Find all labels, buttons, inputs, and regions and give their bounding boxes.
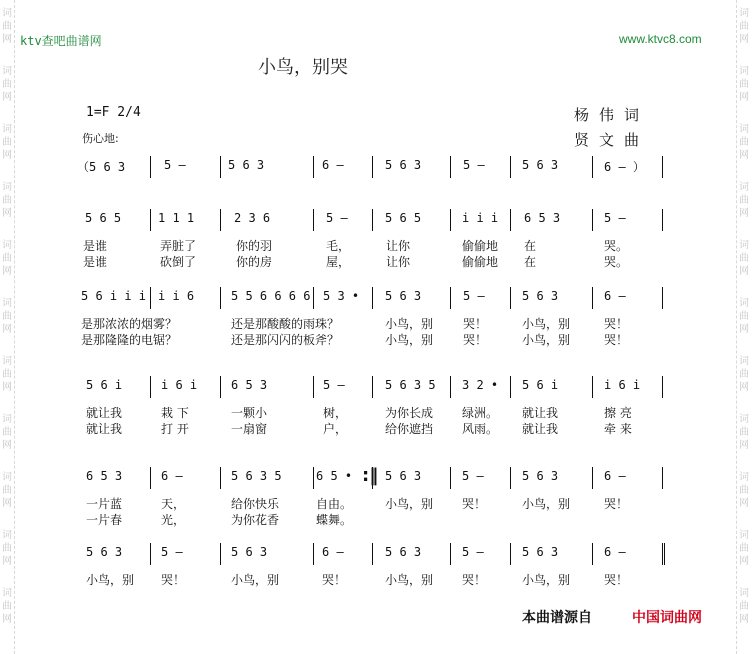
lyric-verse-1: 让你 <box>386 239 411 253</box>
note-group: 5 – <box>164 158 186 172</box>
bar-line <box>220 467 221 489</box>
lyric-verse-2: 哭。 <box>604 255 629 269</box>
bar-line <box>510 156 511 178</box>
lyric-verse-1: 哭。 <box>604 239 629 253</box>
bar-line <box>313 376 314 398</box>
margin-watermark-char: 曲 <box>739 543 749 554</box>
bar-line <box>592 467 593 489</box>
lyric-verse-1: 偷偷地 <box>462 239 499 253</box>
lyric-verse-1: 树， <box>323 406 348 420</box>
margin-watermark-char: 曲 <box>2 369 12 380</box>
lyric-verse-1: 自由。 <box>316 497 353 511</box>
lyric-verse-2: 一扇窗 <box>231 422 268 436</box>
lyric-verse-2: 在 <box>524 255 537 269</box>
bar-line <box>450 209 451 231</box>
lyric-verse-1: 天， <box>161 497 186 511</box>
margin-watermark-char: 词 <box>739 182 749 193</box>
note-group: 3 2 • <box>462 378 499 392</box>
note-group: 5 – <box>323 378 345 392</box>
margin-watermark-char: 曲 <box>2 137 12 148</box>
lyric-verse-1: 毛， <box>326 239 351 253</box>
note-group: 6 – <box>322 545 344 559</box>
margin-watermark-char: 曲 <box>739 485 749 496</box>
note-group: 5 6 3 <box>522 545 559 559</box>
lyric-verse-1: 一片蓝 <box>86 497 123 511</box>
site-url-right[interactable]: www.ktvc8.com <box>619 32 702 46</box>
bar-line <box>220 376 221 398</box>
lyric-verse-1: 小鸟，别 <box>385 573 434 587</box>
margin-watermark-char: 网 <box>2 266 12 277</box>
bar-line <box>372 209 373 231</box>
source-label: 本曲谱源自 <box>522 610 592 626</box>
lyric-verse-1: 就让我 <box>522 406 559 420</box>
bar-line <box>592 287 593 309</box>
margin-watermark-char: 网 <box>739 556 749 567</box>
bar-line <box>313 543 314 565</box>
lyric-verse-1: 小鸟，别 <box>385 497 434 511</box>
bar-line <box>372 287 373 309</box>
lyric-verse-1: 小鸟，别 <box>385 317 434 331</box>
note-group: 6 5 3 <box>231 378 268 392</box>
lyric-verse-1: 哭！ <box>161 573 186 587</box>
bar-line <box>450 287 451 309</box>
lyric-verse-1: 你的羽 <box>236 239 273 253</box>
lyric-verse-2: 你的房 <box>236 255 273 269</box>
margin-watermark-char: 曲 <box>739 21 749 32</box>
lyric-verse-1: 弄脏了 <box>160 239 197 253</box>
lyric-verse-2: 小鸟，别 <box>522 333 571 347</box>
note-group: 5 3 • <box>323 289 360 303</box>
margin-watermark-char: 词 <box>739 298 749 309</box>
note-group: 5 – <box>326 211 348 225</box>
margin-watermark-char: 词 <box>2 298 12 309</box>
bar-line <box>510 543 511 565</box>
note-group: 6 5 • <box>316 469 353 483</box>
bar-line <box>662 467 663 489</box>
note-group: 6 – <box>161 469 183 483</box>
lyric-verse-2: 是那隆隆的电锯？ <box>81 333 178 347</box>
margin-watermark-char: 词 <box>2 124 12 135</box>
note-group: 5 – <box>161 545 183 559</box>
note-group: 6 – <box>322 158 344 172</box>
margin-watermark-char: 词 <box>739 240 749 251</box>
margin-watermark-char: 网 <box>739 440 749 451</box>
margin-watermark-char: 词 <box>739 588 749 599</box>
margin-watermark-char: 曲 <box>739 253 749 264</box>
lyric-verse-1: 一颗小 <box>231 406 268 420</box>
margin-watermark-char: 词 <box>739 66 749 77</box>
lyric-verse-1: 小鸟，别 <box>522 573 571 587</box>
lyric-verse-2: 哭！ <box>604 333 629 347</box>
margin-watermark-char: 词 <box>2 472 12 483</box>
bar-line <box>313 156 314 178</box>
note-group: 5 6 3 <box>228 158 265 172</box>
margin-watermark-char: 网 <box>739 324 749 335</box>
bar-line <box>150 287 151 309</box>
bar-line <box>662 376 663 398</box>
note-group: 5 – <box>604 211 626 225</box>
right-margin <box>736 0 751 654</box>
lyric-verse-2: 为你花香 <box>231 513 280 527</box>
margin-watermark-char: 词 <box>739 472 749 483</box>
margin-watermark-char: 网 <box>2 92 12 103</box>
margin-watermark-char: 曲 <box>739 311 749 322</box>
bar-line <box>313 287 314 309</box>
note-group: 5 – <box>462 545 484 559</box>
bar-line <box>662 156 663 178</box>
bar-line <box>220 209 221 231</box>
margin-watermark-char: 曲 <box>2 543 12 554</box>
lyric-verse-1: 在 <box>524 239 537 253</box>
margin-watermark-char: 曲 <box>739 79 749 90</box>
bar-line <box>150 467 151 489</box>
margin-watermark-char: 曲 <box>2 311 12 322</box>
lyric-verse-2: 就让我 <box>86 422 123 436</box>
note-group: 5 6 i <box>86 378 123 392</box>
note-group: 6 5 3 <box>524 211 561 225</box>
margin-watermark-char: 曲 <box>739 195 749 206</box>
lyric-verse-2: 一片春 <box>86 513 123 527</box>
note-group: 5 6 3 <box>385 469 422 483</box>
note-group: 2 3 6 <box>234 211 271 225</box>
note-group: 5 6 3 <box>385 289 422 303</box>
margin-watermark-char: 网 <box>2 324 12 335</box>
lyric-verse-2: 给你遮挡 <box>385 422 434 436</box>
bar-line <box>150 376 151 398</box>
note-group: i 6 i <box>161 378 198 392</box>
repeat-sign: :‖ <box>362 465 379 486</box>
lyric-verse-1: 栽 下 <box>161 406 189 420</box>
margin-watermark-char: 网 <box>739 92 749 103</box>
margin-watermark-char: 词 <box>739 124 749 135</box>
bar-line <box>150 156 151 178</box>
bar-line <box>372 376 373 398</box>
margin-watermark-char: 曲 <box>739 369 749 380</box>
lyric-verse-1: 哭！ <box>604 573 629 587</box>
margin-watermark-char: 网 <box>2 498 12 509</box>
bar-line <box>220 156 221 178</box>
lyric-verse-2: 风雨。 <box>462 422 499 436</box>
note-group: 5 – <box>463 289 485 303</box>
bar-line <box>450 467 451 489</box>
note-group: 6 – <box>604 469 626 483</box>
margin-watermark-char: 曲 <box>2 485 12 496</box>
lyric-verse-2: 偷偷地 <box>462 255 499 269</box>
margin-watermark-char: 网 <box>2 614 12 625</box>
margin-watermark-char: 网 <box>2 150 12 161</box>
bar-line <box>450 156 451 178</box>
lyric-verse-1: 小鸟，别 <box>86 573 135 587</box>
lyric-verse-1: 为你长成 <box>385 406 434 420</box>
bar-line <box>592 156 593 178</box>
lyric-verse-1: 绿洲。 <box>462 406 499 420</box>
margin-watermark-char: 网 <box>739 498 749 509</box>
margin-watermark-char: 网 <box>2 556 12 567</box>
lyric-verse-2: 牵 来 <box>604 422 632 436</box>
margin-watermark-char: 词 <box>2 530 12 541</box>
lyricist-credit: 杨伟词 <box>574 106 650 124</box>
note-group: 5 – <box>462 469 484 483</box>
margin-watermark-char: 网 <box>2 382 12 393</box>
note-group: 5 6 3 5 <box>385 378 436 392</box>
lyric-verse-1: 小鸟，别 <box>522 497 571 511</box>
margin-watermark-char: 曲 <box>2 79 12 90</box>
bar-line <box>662 287 663 309</box>
lyric-verse-1: 是那浓浓的烟雾？ <box>81 317 178 331</box>
note-group: 5 6 3 <box>522 469 559 483</box>
note-group: 5 5 6 6 6 6 <box>231 289 311 303</box>
lyric-verse-2: 屋， <box>326 255 351 269</box>
note-group: 5 6 3 <box>522 158 559 172</box>
lyric-verse-1: 是谁 <box>83 239 108 253</box>
bar-line <box>450 376 451 398</box>
margin-watermark-char: 词 <box>739 414 749 425</box>
note-group: 5 6 3 <box>231 545 268 559</box>
lyric-verse-2: 小鸟，别 <box>385 333 434 347</box>
composer-credit: 贤文曲 <box>574 131 650 149</box>
note-group: 5 6 5 <box>85 211 122 225</box>
note-group: i i 6 <box>158 289 195 303</box>
margin-watermark-char: 曲 <box>739 427 749 438</box>
lyric-verse-1: 小鸟，别 <box>231 573 280 587</box>
note-group: i 6 i <box>604 378 641 392</box>
source-brand-link[interactable]: 中国词曲网 <box>632 610 702 626</box>
margin-watermark-char: 词 <box>2 182 12 193</box>
key-signature: 1=F 2/4 <box>86 105 141 120</box>
margin-watermark-char: 曲 <box>739 601 749 612</box>
margin-watermark-char: 网 <box>2 34 12 45</box>
bar-line <box>313 467 314 489</box>
note-group: 5 6 i i i <box>81 289 147 303</box>
lyric-verse-1: 哭！ <box>604 317 629 331</box>
tempo-mood: 伤心地: <box>82 132 119 145</box>
note-group: 5 6 3 <box>522 289 559 303</box>
left-margin <box>0 0 15 654</box>
bar-line <box>150 209 151 231</box>
lyric-verse-2: 是谁 <box>83 255 108 269</box>
margin-watermark-char: 曲 <box>2 427 12 438</box>
note-group: 6 – <box>604 545 626 559</box>
margin-watermark-char: 词 <box>2 588 12 599</box>
margin-watermark-char: 词 <box>739 8 749 19</box>
margin-watermark-char: 词 <box>2 414 12 425</box>
margin-watermark-char: 曲 <box>2 195 12 206</box>
bar-line <box>220 543 221 565</box>
note-group: 6 5 3 <box>86 469 123 483</box>
margin-watermark-char: 曲 <box>2 601 12 612</box>
lyric-verse-1: 给你快乐 <box>231 497 280 511</box>
margin-watermark-char: 曲 <box>2 253 12 264</box>
margin-watermark-char: 词 <box>2 356 12 367</box>
note-group: i i i <box>462 211 499 225</box>
margin-watermark-char: 网 <box>739 150 749 161</box>
note-group: 5 6 3 <box>385 158 422 172</box>
margin-watermark-char: 词 <box>2 240 12 251</box>
margin-watermark-char: 网 <box>739 266 749 277</box>
lyric-verse-1: 哭！ <box>463 317 488 331</box>
bar-line <box>372 543 373 565</box>
lyric-verse-2: 打 开 <box>161 422 189 436</box>
bar-line <box>372 156 373 178</box>
lyric-verse-2: 就让我 <box>522 422 559 436</box>
lyric-verse-2: 哭！ <box>463 333 488 347</box>
lyric-verse-2: 蝶舞。 <box>316 513 353 527</box>
lyric-verse-2: 还是那闪闪的板斧？ <box>231 333 340 347</box>
bar-line <box>662 209 663 231</box>
note-group: （5 6 3 <box>77 160 126 174</box>
lyric-verse-1: 哭！ <box>462 573 487 587</box>
site-name-left[interactable]: ktv查吧曲谱网 <box>20 34 102 48</box>
margin-watermark-char: 词 <box>2 8 12 19</box>
bar-line <box>450 543 451 565</box>
note-group: 5 – <box>463 158 485 172</box>
bar-line <box>592 376 593 398</box>
lyric-verse-1: 擦 亮 <box>604 406 632 420</box>
note-group: 6 – ） <box>604 160 645 174</box>
lyric-verse-1: 就让我 <box>86 406 123 420</box>
margin-watermark-char: 词 <box>739 356 749 367</box>
lyric-verse-2: 砍倒了 <box>160 255 197 269</box>
margin-watermark-char: 网 <box>739 34 749 45</box>
lyric-verse-1: 哭！ <box>462 497 487 511</box>
bar-line <box>510 467 511 489</box>
lyric-verse-1: 哭！ <box>322 573 347 587</box>
lyric-verse-2: 让你 <box>386 255 411 269</box>
margin-watermark-char: 词 <box>739 530 749 541</box>
bar-line <box>220 287 221 309</box>
note-group: 5 6 5 <box>385 211 422 225</box>
note-group: 5 6 3 <box>385 545 422 559</box>
lyric-verse-1: 小鸟，别 <box>522 317 571 331</box>
lyric-verse-1: 还是那酸酸的雨珠？ <box>231 317 340 331</box>
lyric-verse-2: 光， <box>161 513 186 527</box>
note-group: 5 6 i <box>522 378 559 392</box>
margin-watermark-char: 网 <box>2 208 12 219</box>
margin-watermark-char: 曲 <box>739 137 749 148</box>
margin-watermark-char: 网 <box>2 440 12 451</box>
bar-line <box>592 209 593 231</box>
margin-watermark-char: 网 <box>739 208 749 219</box>
margin-watermark-char: 曲 <box>2 21 12 32</box>
bar-line <box>510 376 511 398</box>
margin-watermark-char: 网 <box>739 614 749 625</box>
note-group: 6 – <box>604 289 626 303</box>
lyric-verse-2: 户， <box>323 422 348 436</box>
bar-line <box>510 209 511 231</box>
margin-watermark-char: 网 <box>739 382 749 393</box>
note-group: 5 6 3 5 <box>231 469 282 483</box>
song-title: 小鸟，别哭 <box>258 57 348 78</box>
bar-line <box>510 287 511 309</box>
lyric-verse-1: 哭！ <box>604 497 629 511</box>
margin-watermark-char: 词 <box>2 66 12 77</box>
bar-line <box>313 209 314 231</box>
bar-line <box>662 543 668 565</box>
bar-line <box>150 543 151 565</box>
note-group: 1 1 1 <box>158 211 195 225</box>
bar-line <box>592 543 593 565</box>
note-group: 5 6 3 <box>86 545 123 559</box>
